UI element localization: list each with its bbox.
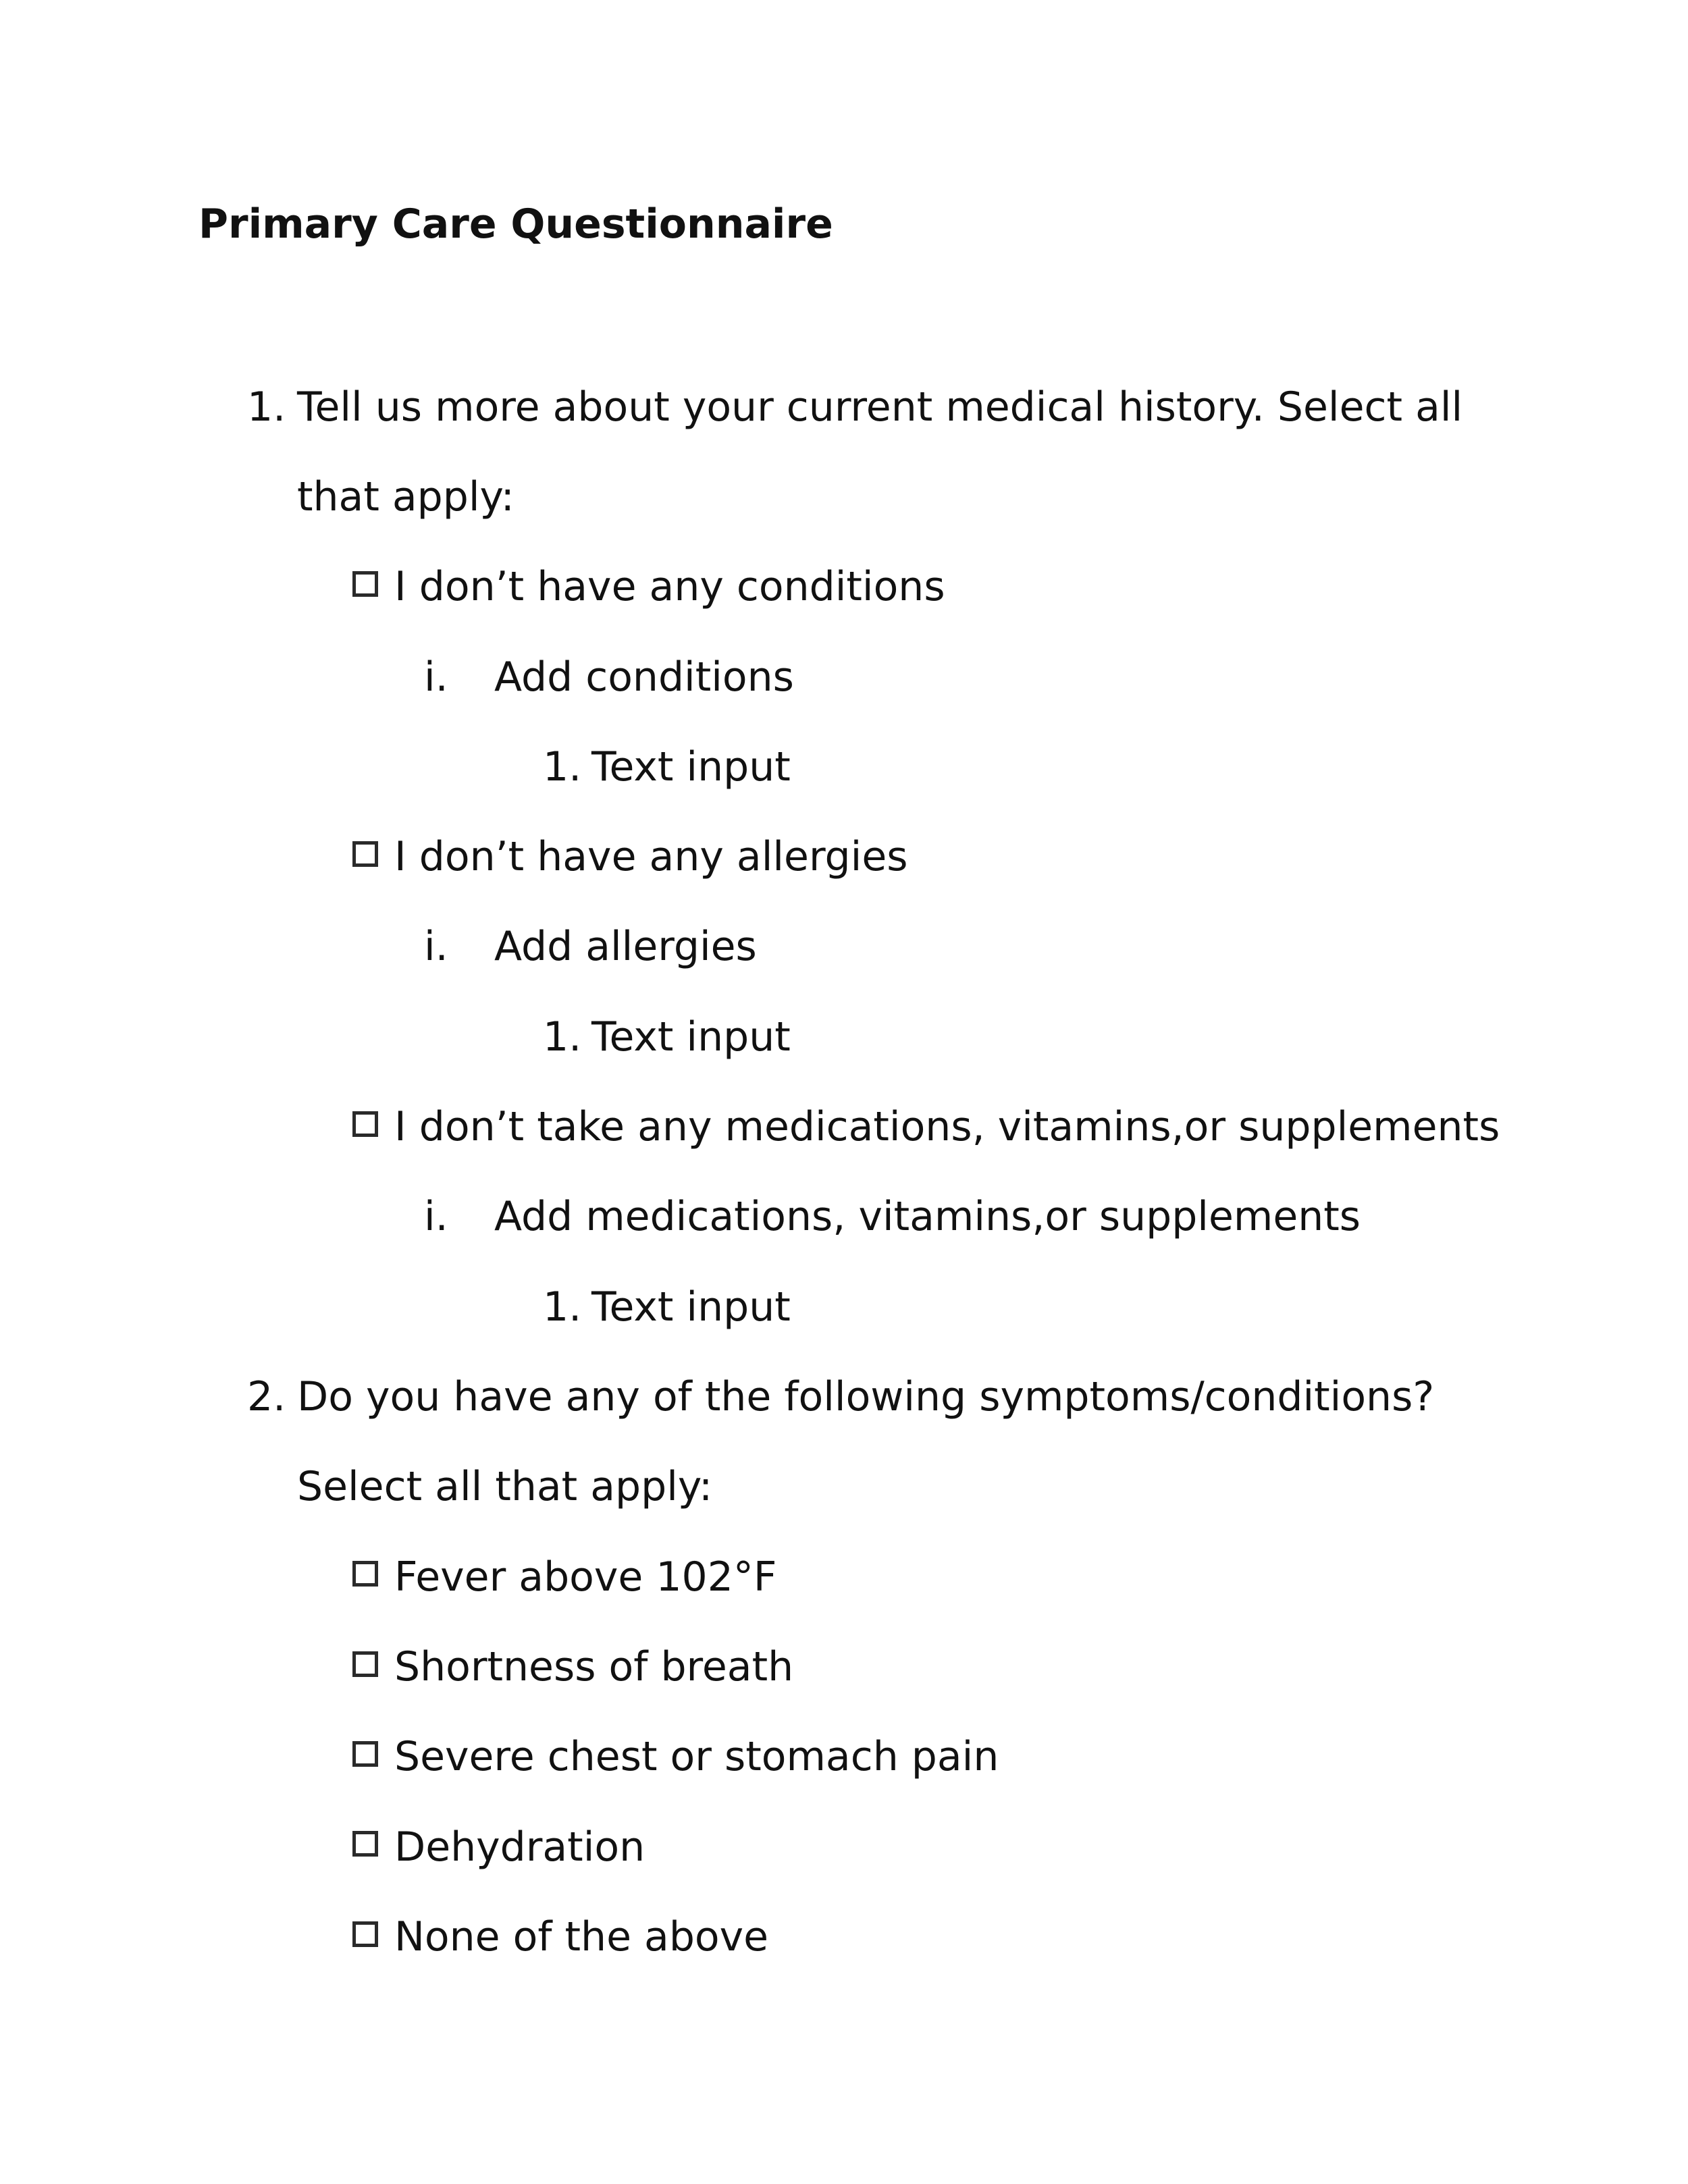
checkbox-icon[interactable] — [352, 571, 378, 597]
sub-item-marker: i. — [424, 654, 448, 701]
question-2-text-line2: Select all that apply: — [297, 1463, 713, 1510]
checkbox-label: I don’t take any medications, vitamins,or supplements — [394, 1103, 1500, 1150]
sub-item-label: Add conditions — [494, 654, 794, 701]
question-2-text-line1: Do you have any of the following symptoms/conditions? — [297, 1373, 1435, 1420]
input-item-number: 1. — [543, 1013, 582, 1061]
question-1-text-line2: that apply: — [297, 473, 515, 521]
sub-item-marker: i. — [424, 923, 448, 970]
input-item-number: 1. — [543, 743, 582, 791]
checkbox-icon[interactable] — [352, 1741, 378, 1767]
checkbox-label: I don’t have any conditions — [394, 563, 945, 610]
page-title: Primary Care Questionnaire — [199, 201, 833, 248]
sub-item-marker: i. — [424, 1193, 448, 1240]
checkbox-label: I don’t have any allergies — [394, 833, 908, 880]
question-1-number: 1. — [247, 383, 286, 431]
checkbox-label: Severe chest or stomach pain — [394, 1733, 999, 1780]
checkbox-icon[interactable] — [352, 1921, 378, 1947]
input-item-number: 1. — [543, 1283, 582, 1331]
checkbox-icon[interactable] — [352, 1651, 378, 1677]
text-input[interactable]: Text input — [591, 743, 791, 791]
checkbox-label: Fever above 102°F — [394, 1553, 777, 1601]
checkbox-label: Shortness of breath — [394, 1643, 794, 1690]
checkbox-label: None of the above — [394, 1913, 769, 1961]
checkbox-icon[interactable] — [352, 841, 378, 867]
checkbox-icon[interactable] — [352, 1831, 378, 1857]
checkbox-icon[interactable] — [352, 1561, 378, 1587]
question-2-number: 2. — [247, 1373, 286, 1420]
sub-item-label: Add medications, vitamins,or supplements — [494, 1193, 1361, 1240]
checkbox-label: Dehydration — [394, 1823, 645, 1871]
text-input[interactable]: Text input — [591, 1013, 791, 1061]
question-1-text-line1: Tell us more about your current medical history. Select all — [297, 383, 1463, 431]
sub-item-label: Add allergies — [494, 923, 757, 970]
text-input[interactable]: Text input — [591, 1283, 791, 1331]
checkbox-icon[interactable] — [352, 1111, 378, 1137]
